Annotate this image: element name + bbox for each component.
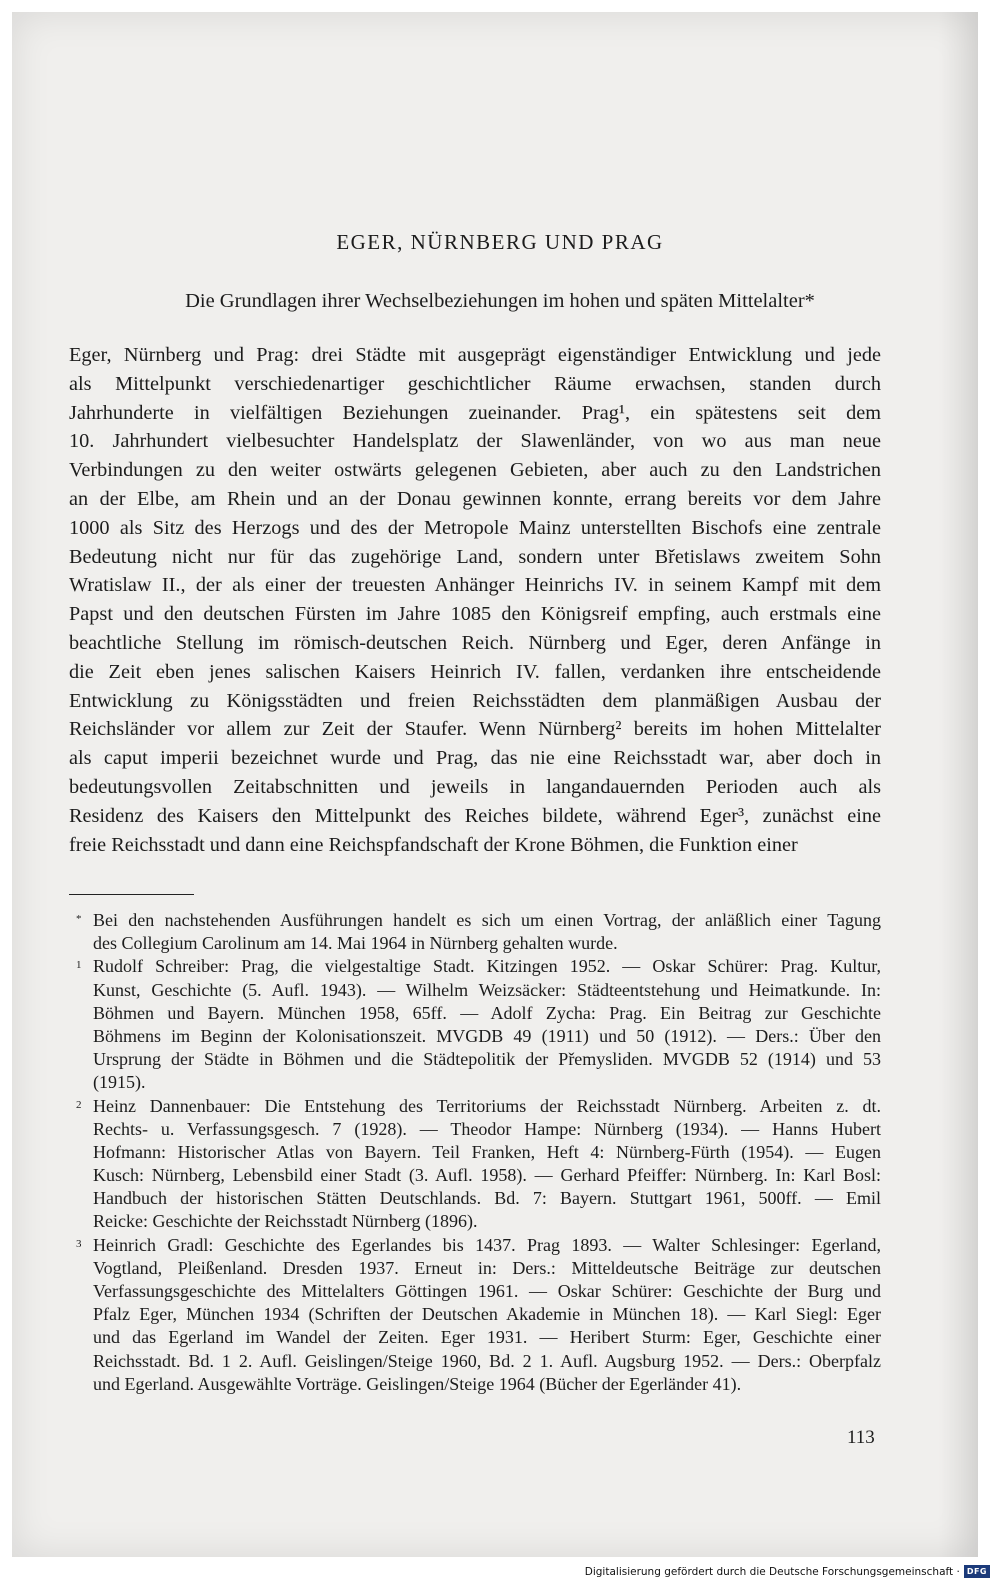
footnote-line: Handbuch der historischen Stätten Deutschlands. Bd. 7: Bayern. Stuttgart 1961, 500ff. — Emil [93, 1188, 881, 1209]
footnote-line: Kusch: Nürnberg, Lebensbild einer Stadt (3. Aufl. 1958). — Gerhard Pfeiffer: Nürnberg. In: Karl Bosl: [93, 1165, 881, 1186]
footnote-line: Heinrich Gradl: Geschichte des Egerlandes bis 1437. Prag 1893. — Walter Schlesinger: Egerland, [93, 1234, 881, 1255]
body-line: freie Reichsstadt und dann eine Reichspfandschaft der Krone Böhmen, die Funktion einer [69, 833, 798, 856]
body-line: Reichsländer vor allem zur Zeit der Staufer. Wenn Nürnberg² bereits im hohen Mittelalter [69, 718, 881, 741]
body-line: 10. Jahrhundert vielbesuchter Handelsplatz der Slawenländer, von wo aus man neue [69, 430, 881, 453]
footnote-mark: 1 [76, 959, 82, 972]
footnote-line: Pfalz Eger, München 1934 (Schriften der Deutschen Akademie in München 18). — Karl Siegl: Eger [93, 1304, 881, 1325]
page-number: 113 [847, 1427, 875, 1448]
footnote-line: Rechts- u. Verfassungsgesch. 7 (1928). — Theodor Hampe: Nürnberg (1934). — Hanns Hubert [93, 1118, 881, 1139]
document-subtitle: Die Grundlagen ihrer Wechselbeziehungen im hohen und späten Mittelalter* [185, 290, 815, 312]
body-text [69, 341, 881, 859]
footnote-line: und das Egerland im Wandel der Zeiten. Eger 1931. — Heribert Sturm: Eger, Geschichte einer [93, 1327, 881, 1348]
body-line: Papst und den deutschen Fürsten im Jahre 1085 den Königsreif empfing, auch erstmals eine [69, 603, 881, 626]
body-line: Entwicklung zu Königsstädten und freien Reichsstädten dem planmäßigen Ausbau der [69, 689, 881, 712]
footnotes [69, 909, 881, 1396]
body-line: Eger, Nürnberg und Prag: drei Städte mit ausgeprägt eigenständiger Entwicklung und jede [69, 344, 881, 366]
footnote-line: Ursprung der Städte in Böhmen und die Städtepolitik der Přemysliden. MVGDB 52 (1914) und 53 [93, 1049, 881, 1070]
footnote-mark: 3 [76, 1237, 82, 1250]
footnote-line: Vogtland, Pleißenland. Dresden 1937. Erneut in: Ders.: Mitteldeutsche Beiträge zur deutschen [93, 1257, 881, 1278]
body-line: bedeutungsvollen Zeitabschnitten und jeweils in langandauernden Perioden auch als [69, 775, 881, 798]
footnote-line: Böhmen und Bayern. München 1958, 65ff. — Adolf Zycha: Prag. Ein Beitrag zur Geschichte [93, 1002, 881, 1023]
footnote-mark: * [76, 913, 82, 925]
footnote [69, 1234, 881, 1396]
body-line: Wratislaw II., der als einer der treuesten Anhänger Heinrichs IV. in seinem Kampf mit dem [69, 574, 881, 597]
body-line: als Mittelpunkt verschiedenartiger geschichtlicher Räume erwachsen, standen durch [69, 372, 881, 395]
body-line: Residenz des Kaisers den Mittelpunkt des Reiches bildete, während Eger³, zunächst eine [69, 804, 881, 827]
footnote-line: Rudolf Schreiber: Prag, die vielgestaltige Stadt. Kitzingen 1952. — Oskar Schürer: Prag. Kultur, [93, 956, 881, 977]
footnote-divider [69, 894, 194, 895]
footnote-line: Böhmens im Beginn der Kolonisationszeit. MVGDB 49 (1911) und 50 (1912). — Ders.: Über den [93, 1025, 881, 1046]
footnote-line: Reicke: Geschichte der Reichsstadt Nürnberg (1896). [93, 1211, 478, 1232]
footnote [69, 955, 881, 1094]
footnote [69, 1095, 881, 1234]
body-line: an der Elbe, am Rhein und an der Donau gewinnen konnte, errang bereits vor dem Jahre [69, 487, 881, 510]
body-line: als caput imperii bezeichnet wurde und Prag, das nie eine Reichsstadt war, aber doch in [69, 747, 881, 770]
footnote-line: Bei den nachstehenden Ausführungen handelt es sich um einen Vortrag, der anläßlich einer Tagung [93, 910, 881, 930]
footnote-line: Kunst, Geschichte (5. Aufl. 1943). — Wilhelm Weizsäcker: Städteentstehung und Heimatkunde. In: [93, 979, 881, 1000]
footnote-mark: 2 [76, 1098, 82, 1111]
footnote-line: des Collegium Carolinum am 14. Mai 1964 in Nürnberg gehalten wurde. [93, 933, 618, 954]
digitization-credit [585, 1565, 990, 1578]
body-line: die Zeit eben jenes salischen Kaisers Heinrich IV. fallen, verdanken ihre entscheidende [69, 660, 881, 683]
body-line: Verbindungen zu den weiter ostwärts gelegenen Gebieten, aber auch zu den Landstrichen [69, 459, 881, 482]
footnote-line: Hofmann: Historischer Atlas von Bayern. Teil Franken, Heft 4: Nürnberg-Fürth (1954). — Eugen [93, 1141, 881, 1162]
body-line: beachtliche Stellung im römisch-deutschen Reich. Nürnberg und Eger, deren Anfänge in [69, 631, 881, 654]
footnote-line: Reichsstadt. Bd. 1 2. Aufl. Geislingen/Steige 1960, Bd. 2 1. Aufl. Augsburg 1952. — Ders.: Oberpfalz [93, 1350, 881, 1371]
footnote-line: (1915). [93, 1072, 146, 1093]
footnote-line: und Egerland. Ausgewählte Vorträge. Geislingen/Steige 1964 (Bücher der Egerländer 41). [93, 1373, 742, 1394]
footnote [69, 909, 881, 955]
body-line: Jahrhunderte in vielfältigen Beziehungen zueinander. Prag¹, ein spätestens seit dem [69, 401, 881, 424]
dfg-logo-icon: DFG [964, 1565, 990, 1578]
document-title: EGER, NÜRNBERG UND PRAG [336, 230, 664, 254]
credit-text: Digitalisierung gefördert durch die Deutsche Forschungsgemeinschaft · [584, 1565, 960, 1578]
body-line: Bedeutung nicht nur für das zugehörige Land, sondern unter Břetislaws zweitem Sohn [69, 545, 881, 568]
footnote-line: Verfassungsgeschichte des Mittelalters Göttingen 1961. — Oskar Schürer: Geschichte der Burg und [93, 1281, 881, 1301]
body-line: 1000 als Sitz des Herzogs und des der Metropole Mainz unterstellten Bischofs eine zentrale [69, 516, 881, 539]
footnote-line: Heinz Dannenbauer: Die Entstehung des Territoriums der Reichsstadt Nürnberg. Arbeiten z. dt. [93, 1095, 881, 1116]
